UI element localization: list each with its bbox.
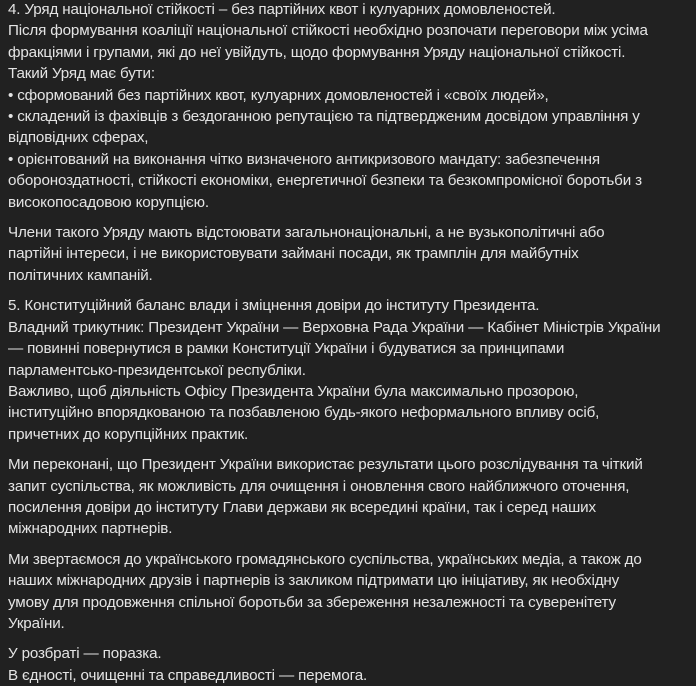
text-line: запит суспільства, як можливість для очищення і оновлення свого найближчого оточення, [8, 477, 630, 495]
paragraph-government-members [8, 222, 688, 286]
text-line: Ми звертаємося до українського громадянського суспільства, українських медіа, а також до [8, 550, 642, 568]
paragraph-appeal [8, 549, 688, 635]
bullet-item: • орієнтований на виконання чітко визначеного антикризового мандату: забезпечення [8, 150, 600, 168]
paragraph-conviction [8, 454, 688, 540]
section-heading-4: 4. Уряд національної стійкості – без партійних квот і кулуарних домовленостей. [8, 1, 556, 18]
text-line: Такий Уряд має бути: [8, 65, 155, 83]
bullet-item: • сформований без партійних квот, кулуарних домовленостей і «своїх людей», [8, 86, 549, 104]
text-line: посилення довіри до інституту Глави держави як всередині країни, так і серед наших [8, 498, 596, 516]
paragraph-constitutional-balance [8, 295, 688, 445]
text-line: наших міжнародних друзів і партнерів із закликом підтримати цю ініціативу, як необхідну [8, 572, 620, 590]
text-line: фракціями і групами, які до неї увійдуть, щодо формування Уряду національної стійкості. [8, 43, 626, 61]
text-line: міжнародних партнерів. [8, 520, 173, 538]
text-line: причетних до корупційних практик. [8, 425, 249, 443]
text-line: України. [8, 614, 65, 632]
text-line: Ми переконані, що Президент України використає результати цього розслідування та чіткий [8, 456, 643, 474]
bullet-item: • складений із фахівців з бездоганною репутацією та підтвердженим досвідом управління у [8, 108, 640, 126]
text-line: політичних кампаній. [8, 266, 153, 284]
text-line: високопосадовою корупцією. [8, 193, 209, 211]
closing-line: У розбраті — поразка. [8, 645, 162, 663]
text-line: Владний трикутник: Президент України — Верховна Рада України — Кабінет Міністрів України [8, 318, 661, 336]
text-line: парламентсько-президентської республіки. [8, 361, 306, 379]
text-line: обороноздатності, стійкості економіки, енергетичної безпеки та безкомпромісної боротьби з [8, 172, 642, 190]
text-line: Після формування коаліції національної стійкості необхідно розпочати переговори між усіма [8, 22, 648, 40]
text-line: відповідних сферах, [8, 129, 149, 147]
text-line: Важливо, щоб діяльність Офісу Президента України була максимально прозорою, [8, 382, 579, 400]
text-line: Члени такого Уряду мають відстоювати загальнонаціональні, а не вузькополітичні або [8, 224, 605, 242]
text-line: партійні інтереси, і не використовувати займані посади, як трамплін для майбутніх [8, 245, 579, 263]
text-line: інституційно впорядкованою та позбавленою будь-якого неформального впливу осіб, [8, 404, 600, 422]
paragraph-closing [8, 643, 688, 686]
closing-line: В єдності, очищенні та справедливості — перемога. [8, 666, 368, 684]
text-line: — повинні повернутися в рамки Конституції України і будуватися за принципами [8, 340, 565, 358]
section-heading-5: 5. Конституційний баланс влади і зміцнення довіри до інституту Президента. [8, 297, 540, 315]
paragraph-government-of-resilience [8, 0, 688, 213]
text-line: умову для продовження спільної боротьби за збереження незалежності та суверенітету [8, 593, 616, 611]
